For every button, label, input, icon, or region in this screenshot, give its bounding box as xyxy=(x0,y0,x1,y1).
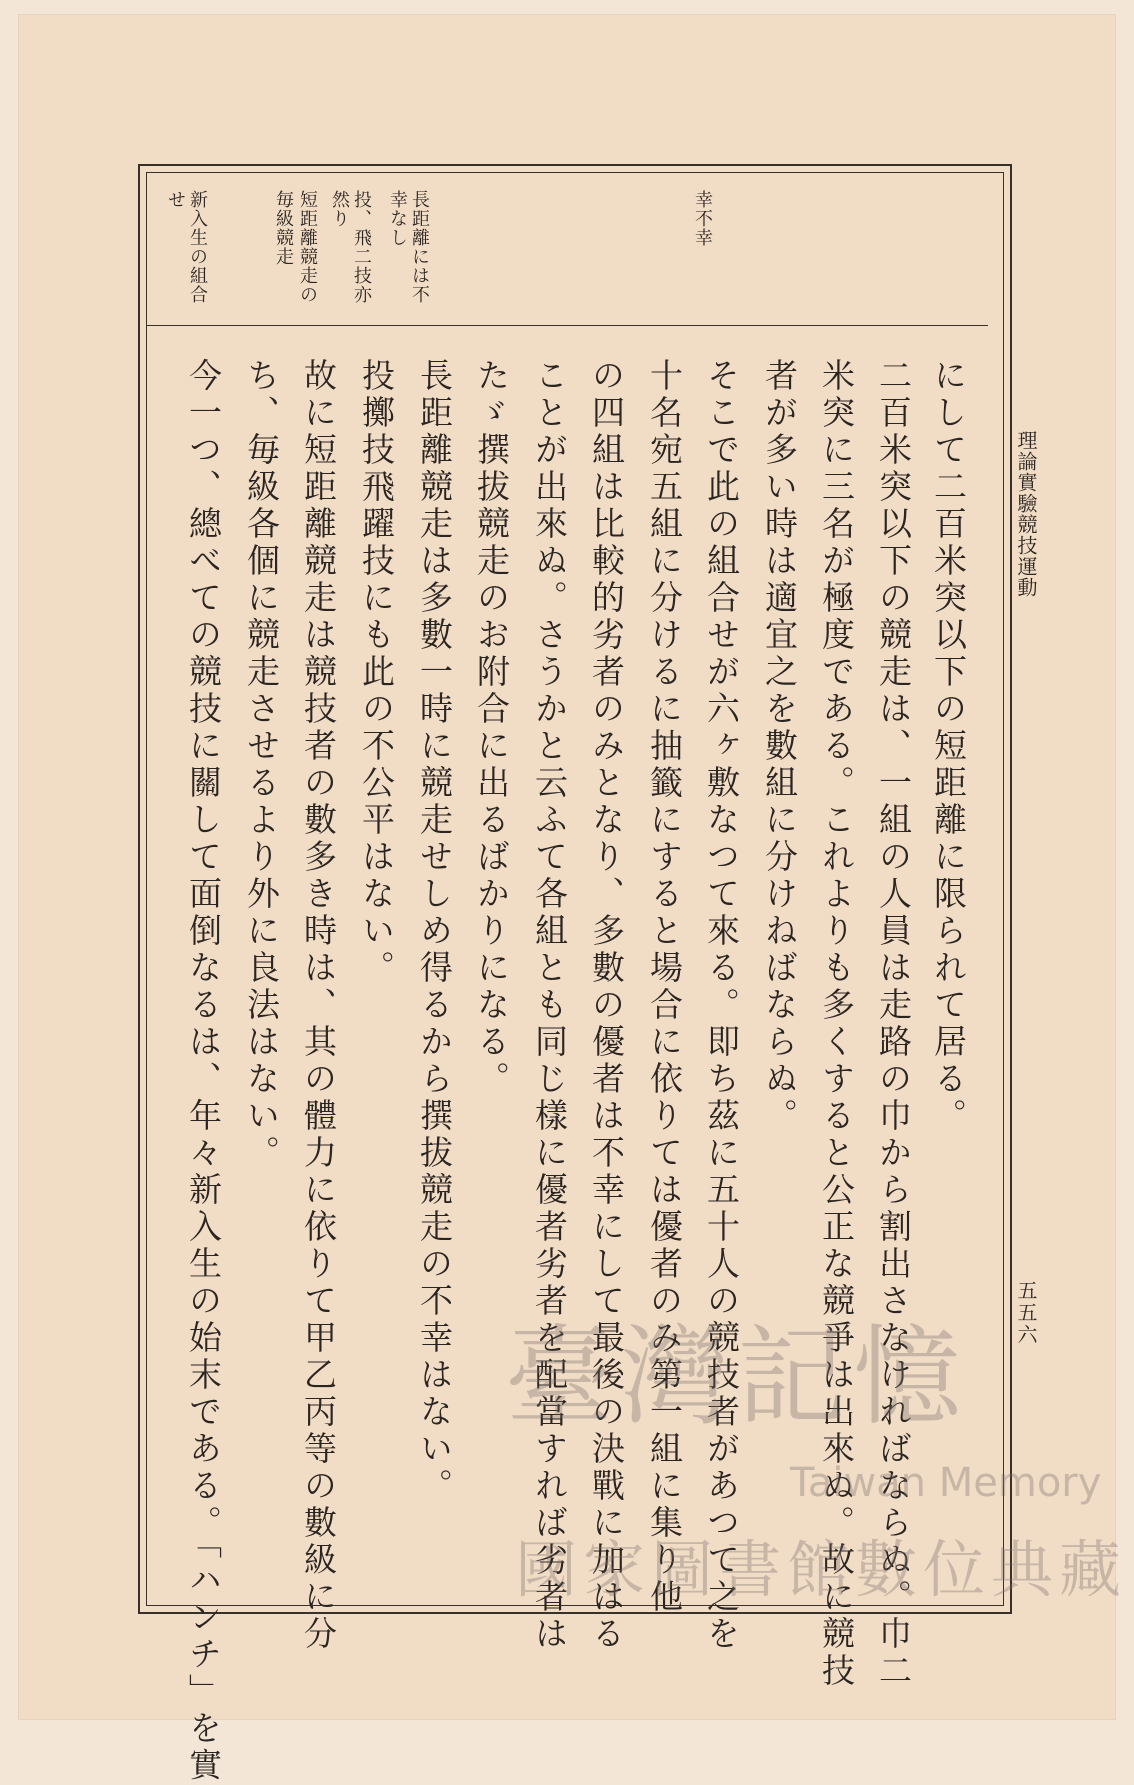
margin-note: 毎級競走 xyxy=(273,190,294,266)
margin-note: 新入生の組合 xyxy=(187,190,208,304)
body-column: にして二百米突以下の短距離に限られて居る。 xyxy=(929,358,968,1135)
body-column: 米突に三名が極度である。これよりも多くすると公正な競爭は出來ぬ。故に競技 xyxy=(817,358,856,1690)
body-column: 故に短距離競走は競技者の數多き時は、其の體力に依りて甲乙丙等の數級に分 xyxy=(299,358,338,1653)
margin-note: 幸なし xyxy=(387,190,408,247)
margin-note: 長距離には不 xyxy=(409,190,430,304)
body-column: 長距離競走は多數一時に競走せしめ得るから撰拔競走の不幸はない。 xyxy=(415,358,454,1505)
body-column: ことが出來ぬ。さうかと云ふて各組とも同じ樣に優者劣者を配當すれば劣者は xyxy=(530,358,569,1653)
margin-note: せ xyxy=(165,190,186,209)
margin-note: 短距離競走の xyxy=(297,190,318,304)
watermark-english: Taiwan Memory xyxy=(790,1460,1102,1506)
watermark-org: 國家圖書館數位典藏 xyxy=(515,1533,1128,1606)
body-column: 者が多い時は適宜之を數組に分けねばならぬ。 xyxy=(760,358,799,1135)
margin-note-divider xyxy=(146,325,988,326)
watermark-logo: 臺灣記憶 xyxy=(505,1315,970,1440)
body-column: の四組は比較的劣者のみとなり、多數の優者は不幸にして最後の決戰に加はる xyxy=(587,358,626,1653)
body-column: 二百米突以下の競走は、一組の人員は走路の巾から割出さなければならぬ。巾二 xyxy=(874,358,913,1690)
body-column: 十名宛五組に分けるに抽籤にすると場合に依りては優者のみ第一組に集り他 xyxy=(645,358,684,1616)
body-column: 投擲技飛躍技にも此の不公平はない。 xyxy=(357,358,396,987)
body-column: 今一つ、總べての競技に關して面倒なるは、年々新入生の始末である。「ハンチ」を實 xyxy=(184,358,223,1785)
page-number: 五五六 xyxy=(1014,1280,1038,1346)
body-column: そこで此の組合せが六ヶ敷なつて來る。即ち茲に五十人の競技者があつて之を xyxy=(702,358,741,1653)
running-title: 理論實驗競技運動 xyxy=(1014,430,1038,598)
body-column: たゞ撰拔競走のお附合に出るばかりになる。 xyxy=(472,358,511,1098)
margin-note: 投、飛二技亦 xyxy=(351,190,372,304)
margin-note: 然り xyxy=(329,190,350,228)
body-column: ち、毎級各個に競走させるより外に良法はない。 xyxy=(242,358,281,1172)
margin-note: 幸不幸 xyxy=(692,190,713,247)
